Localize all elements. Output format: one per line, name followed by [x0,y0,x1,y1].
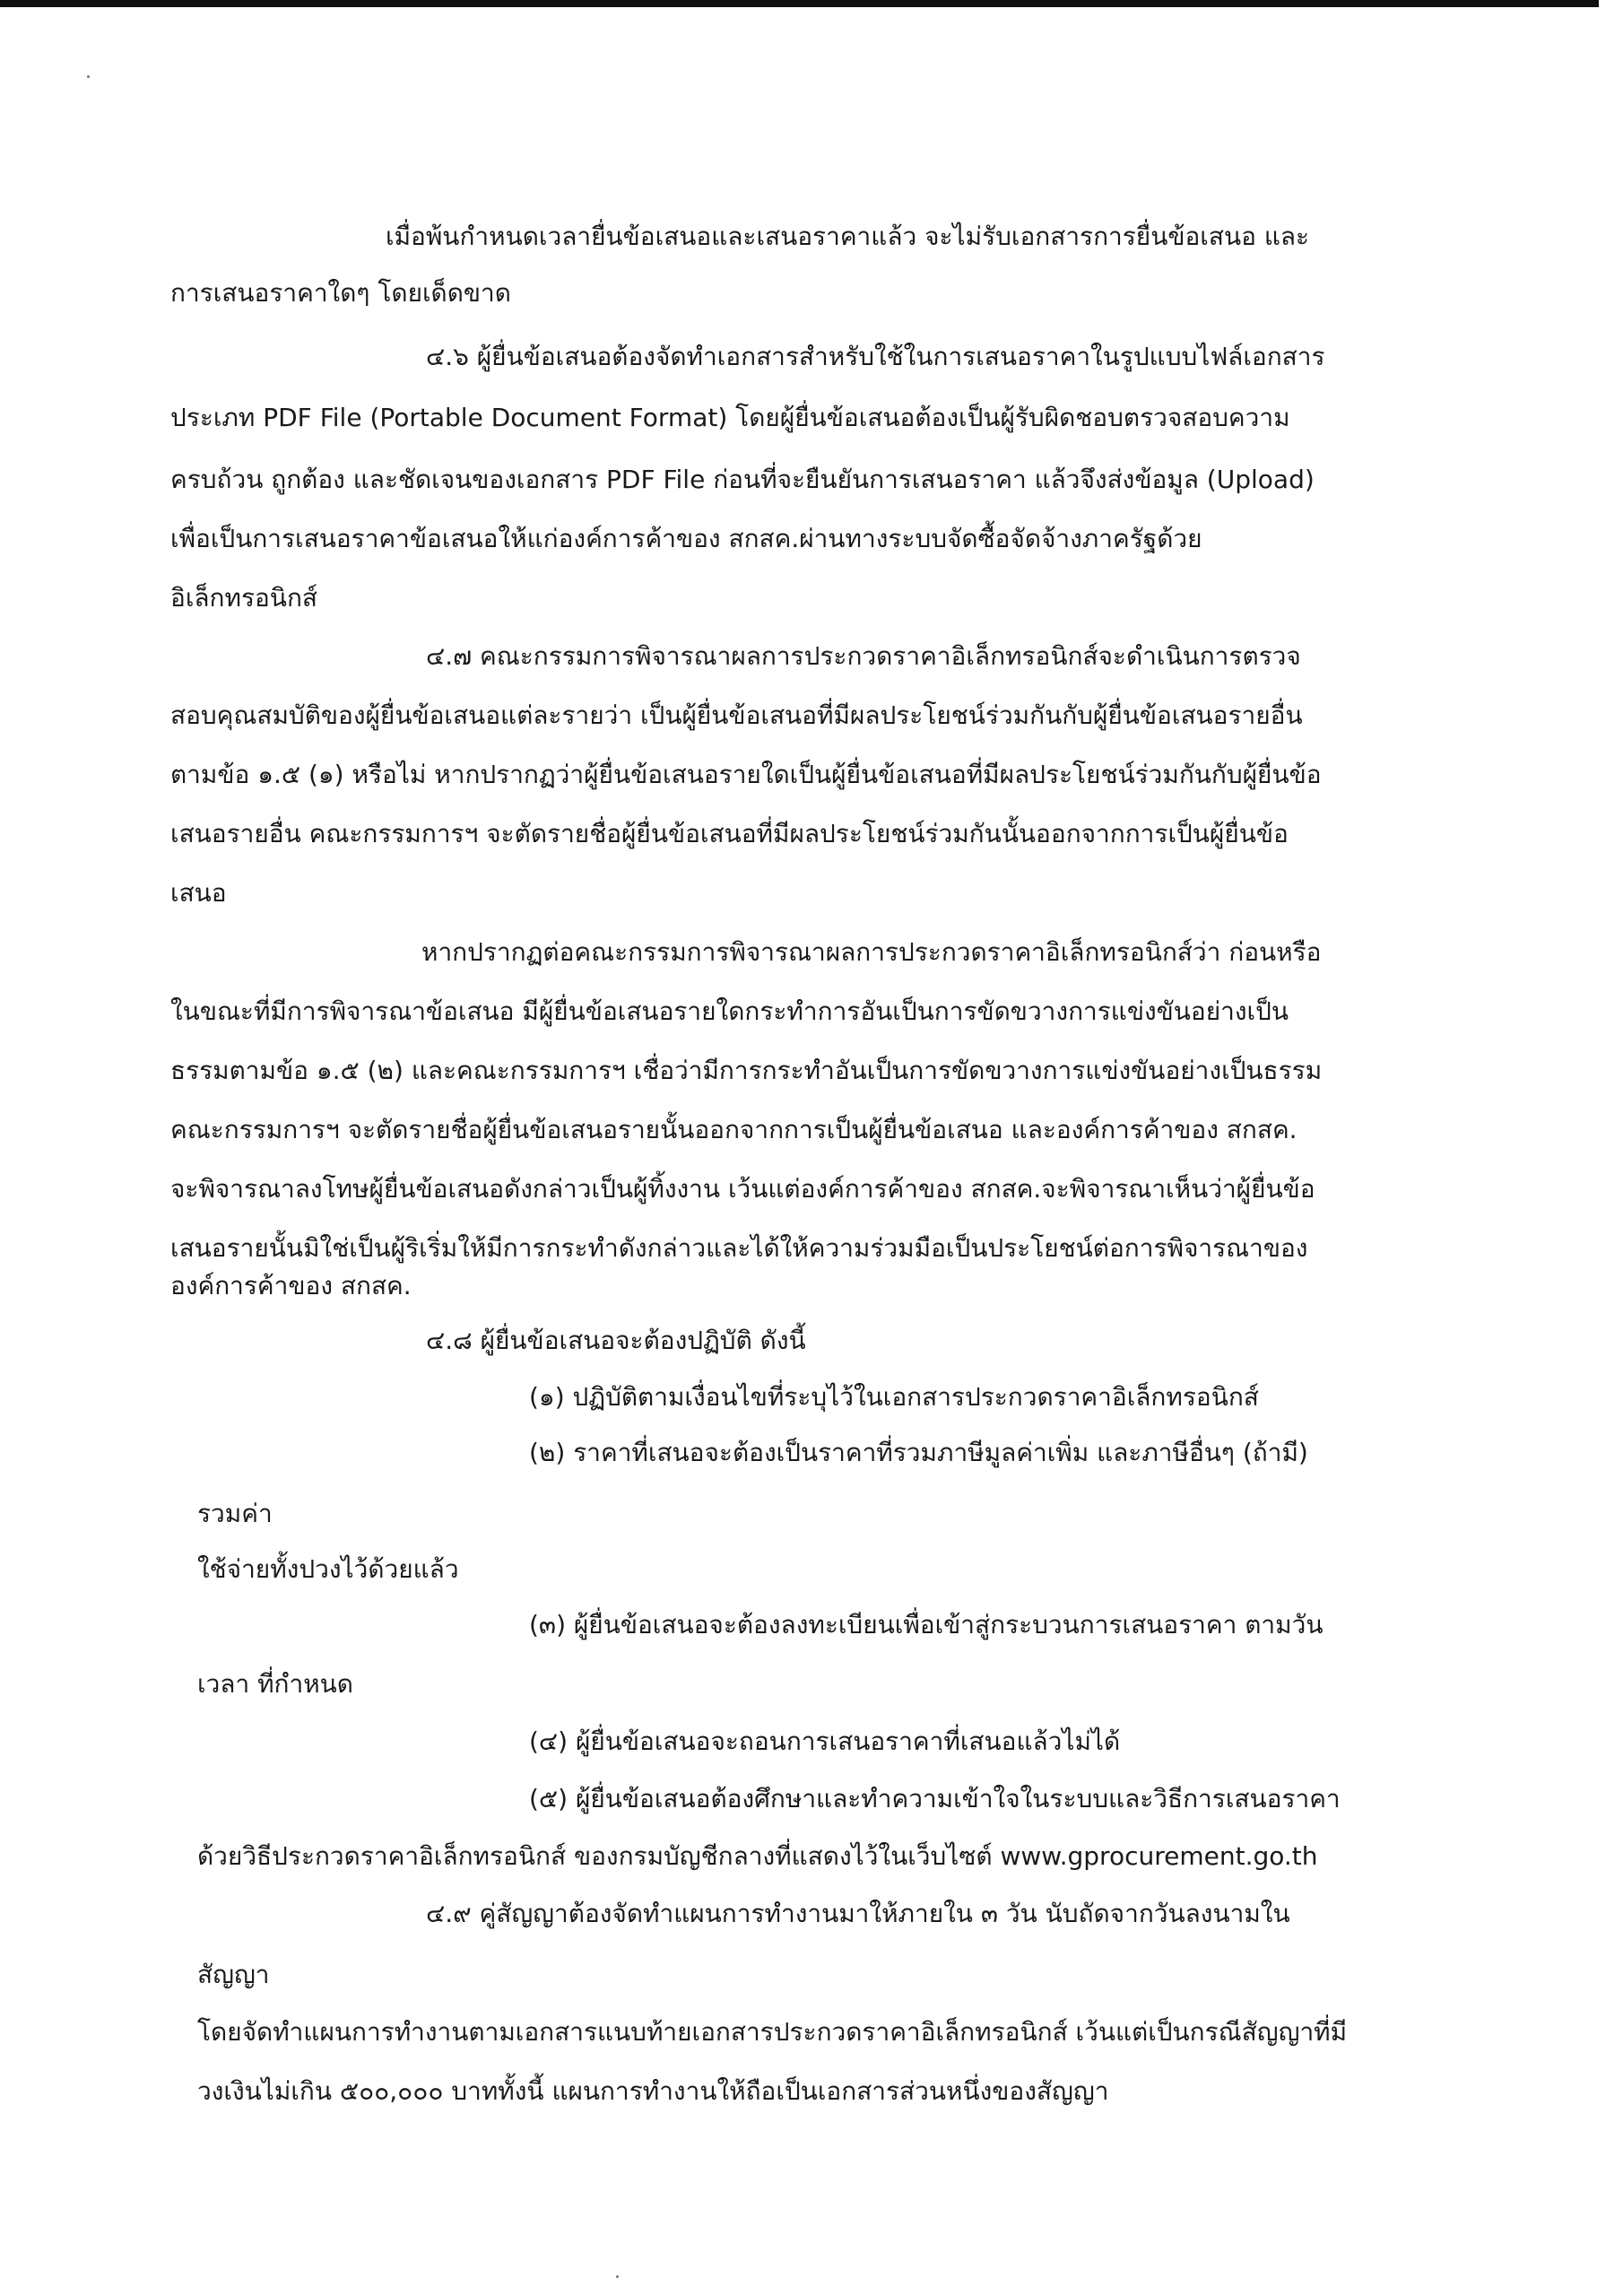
text-line: (๑) ปฏิบัติตามเงื่อนไขที่ระบุไว้ในเอกสารประกวดราคาอิเล็กทรอนิกส์ [529,1382,1259,1412]
text-line: เสนอรายนั้นมิใช่เป็นผู้ริเริ่มให้มีการกระทำดังกล่าวและได้ให้ความร่วมมือเป็นประโยชน์ต่อการพิจารณาของ [170,1233,1308,1263]
text-line: โดยจัดทำแผนการทำงานตามเอกสารแนบท้ายเอกสารประกวดราคาอิเล็กทรอนิกส์ เว้นแต่เป็นกรณีสัญญาที่มี [197,2017,1348,2047]
text-line: วงเงินไม่เกิน ๕๐๐,๐๐๐ บาททั้งนี้ แผนการทำงานให้ถือเป็นเอกสารส่วนหนึ่งของสัญญา [197,2076,1109,2106]
text-line: เมื่อพ้นกำหนดเวลายื่นข้อเสนอและเสนอราคาแล้ว จะไม่รับเอกสารการยื่นข้อเสนอ และ [386,222,1310,251]
text-line: ตามข้อ ๑.๕ (๑) หรือไม่ หากปรากฏว่าผู้ยื่นข้อเสนอรายใดเป็นผู้ยื่นข้อเสนอที่มีผลประโยชน์ร่วมกันกับผู้ยื่นข้อ [170,760,1322,789]
text-line: สอบคุณสมบัติของผู้ยื่นข้อเสนอแต่ละรายว่า เป็นผู้ยื่นข้อเสนอที่มีผลประโยชน์ร่วมกันกับผู้ยื่นข้อเสนอรายอื่น [170,700,1303,730]
text-line: ครบถ้วน ถูกต้อง และชัดเจนของเอกสาร PDF File ก่อนที่จะยืนยันการเสนอราคา แล้วจึงส่งข้อมูล (Upload) [170,465,1315,494]
text-line: เสนอรายอื่น คณะกรรมการฯ จะตัดรายชื่อผู้ยื่นข้อเสนอที่มีผลประโยชน์ร่วมกันนั้นออกจากการเป็นผู้ยื่นข้อ [170,819,1289,848]
text-line: จะพิจารณาลงโทษผู้ยื่นข้อเสนอดังกล่าวเป็นผู้ทิ้งงาน เว้นแต่องค์การค้าของ สกสค.จะพิจารณาเห็นว่าผู้ยื่นข้อ [170,1174,1315,1204]
text-line: รวมค่า [197,1499,273,1528]
text-line: ในขณะที่มีการพิจารณาข้อเสนอ มีผู้ยื่นข้อเสนอรายใดกระทำการอันเป็นการขัดขวางการแข่งขันอย่างเป็น [170,996,1289,1026]
text-line: (๒) ราคาที่เสนอจะต้องเป็นราคาที่รวมภาษีมูลค่าเพิ่ม และภาษีอื่นๆ (ถ้ามี) [529,1438,1308,1467]
text-line: ใช้จ่ายทั้งปวงไว้ด้วยแล้ว [197,1554,459,1584]
text-line: สัญญา [197,1960,270,1989]
text-line: เวลา ที่กำหนด [197,1669,353,1699]
text-line: ๔.๘ ผู้ยื่นข้อเสนอจะต้องปฏิบัติ ดังนี้ [426,1326,806,1355]
text-line: (๔) ผู้ยื่นข้อเสนอจะถอนการเสนอราคาที่เสนอแล้วไม่ได้ [529,1726,1121,1756]
text-line: อิเล็กทรอนิกส์ [170,583,317,613]
text-line: การเสนอราคาใดๆ โดยเด็ดขาด [170,278,511,308]
text-line: เพื่อเป็นการเสนอราคาข้อเสนอให้แก่องค์การค้าของ สกสค.ผ่านทางระบบจัดซื้อจัดจ้างภาครัฐด้วย [170,524,1202,553]
text-line: (๕) ผู้ยื่นข้อเสนอต้องศึกษาและทำความเข้าใจในระบบและวิธีการเสนอราคา [529,1784,1341,1813]
text-line: คณะกรรมการฯ จะตัดรายชื่อผู้ยื่นข้อเสนอรายนั้นออกจากการเป็นผู้ยื่นข้อเสนอ และองค์การค้าของ สกสค. [170,1115,1298,1144]
text-line: เสนอ [170,878,227,908]
text-line: ด้วยวิธีประกวดราคาอิเล็กทรอนิกส์ ของกรมบัญชีกลางที่แสดงไว้ในเว็บไซต์ www.gprocurement.go.th [197,1841,1318,1871]
text-line: ๔.๙ คู่สัญญาต้องจัดทำแผนการทำงานมาให้ภายใน ๓ วัน นับถัดจากวันลงนามใน [426,1899,1290,1928]
text-line: (๓) ผู้ยื่นข้อเสนอจะต้องลงทะเบียนเพื่อเข้าสู่กระบวนการเสนอราคา ตามวัน [529,1610,1324,1639]
text-line: ประเภท PDF File (Portable Document Format) โดยผู้ยื่นข้อเสนอต้องเป็นผู้รับผิดชอบตรวจสอบความ [170,403,1290,432]
text-line: หากปรากฏต่อคณะกรรมการพิจารณาผลการประกวดราคาอิเล็กทรอนิกส์ว่า ก่อนหรือ [421,937,1322,967]
text-line: ธรรมตามข้อ ๑.๕ (๒) และคณะกรรมการฯ เชื่อว่ามีการกระทำอันเป็นการขัดขวางการแข่งขันอย่างเป็นธรรม [170,1056,1323,1085]
text-line: องค์การค้าของ สกสค. [170,1271,412,1300]
text-line: ๔.๗ คณะกรรมการพิจารณาผลการประกวดราคาอิเล็กทรอนิกส์จะดำเนินการตรวจ [426,641,1301,671]
text-line: ๔.๖ ผู้ยื่นข้อเสนอต้องจัดทำเอกสารสำหรับใช้ในการเสนอราคาในรูปแบบไฟล์เอกสาร [426,342,1325,371]
